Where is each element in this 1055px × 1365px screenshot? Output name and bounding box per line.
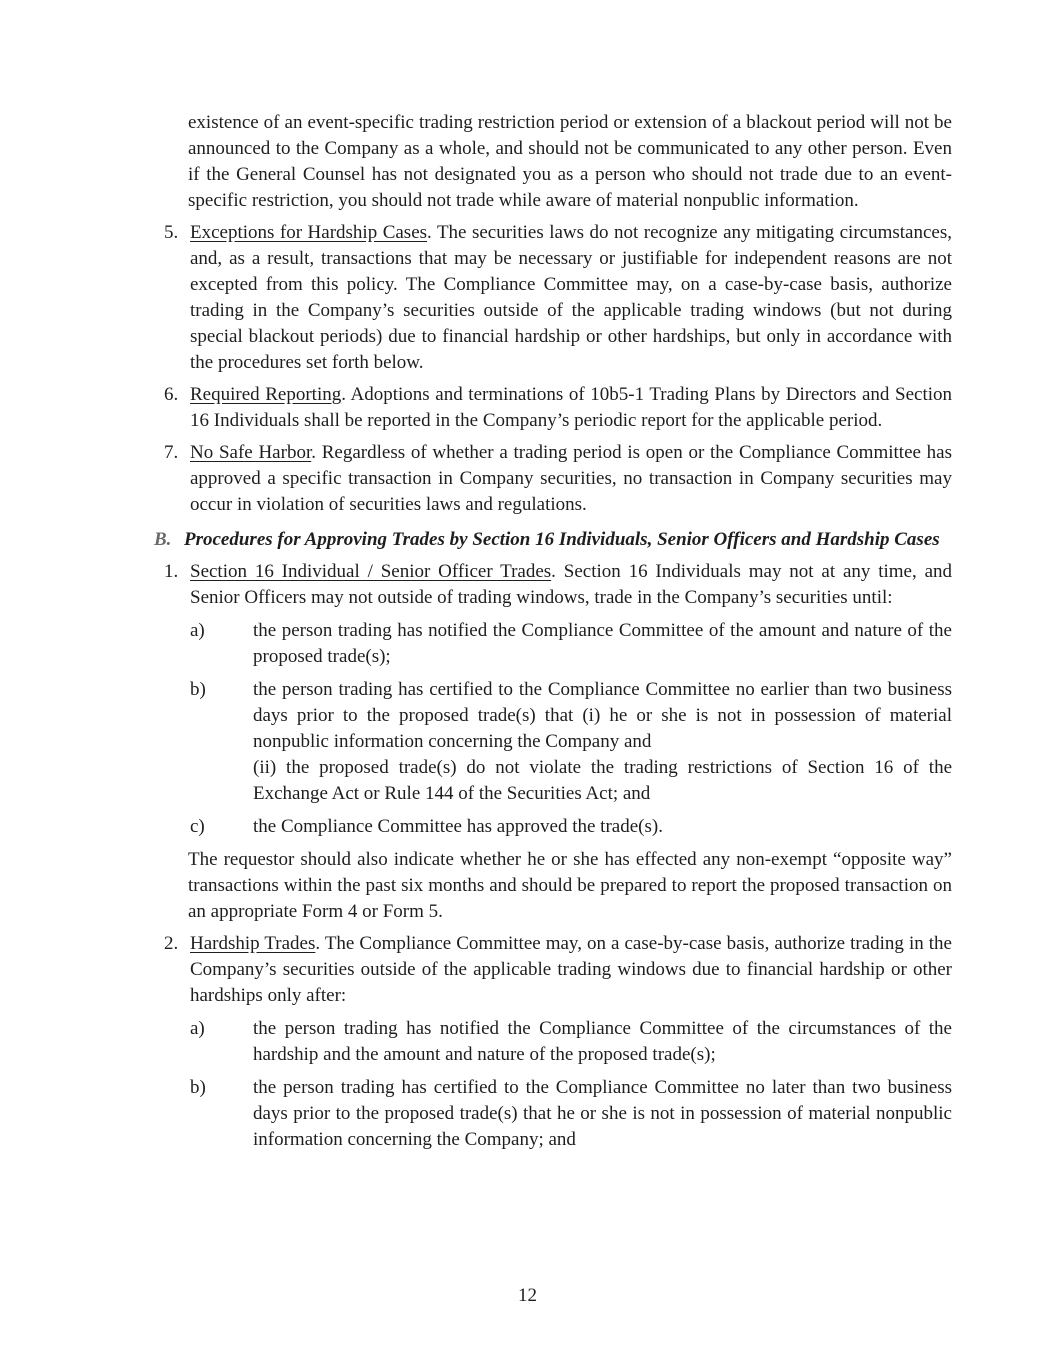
item-body (190, 220, 952, 376)
item-text: Section 16 Individuals may not at any time, and Senior Officers may not outside of trading windows, trade in the Company’s securities until: (190, 561, 953, 608)
item-number: 6. (164, 384, 179, 405)
sub-item-a (190, 1016, 952, 1068)
item-paragraph (190, 220, 952, 376)
sub-item-b (190, 1075, 952, 1153)
sub-item-text: the Compliance Committee has approved the trade(s). (253, 816, 663, 837)
section-title: Procedures for Approving Trades by Section 16 Individuals, Senior Officers and Hardship Cases (184, 529, 940, 550)
sub-item-a (190, 618, 952, 670)
sub-item-b (190, 677, 952, 807)
document-content (154, 110, 953, 1153)
sub-item-c (190, 814, 952, 840)
item-paragraph (190, 382, 952, 434)
item-heading: Hardship Trades (190, 933, 316, 954)
sub-item-letter: b) (190, 679, 206, 700)
item-paragraph (190, 931, 952, 1009)
section-letter: B. (154, 529, 172, 550)
sub-item-letter: b) (190, 1077, 206, 1098)
item-body (190, 559, 952, 840)
item-body (190, 440, 952, 518)
item-number: 5. (164, 222, 179, 243)
item-heading: No Safe Harbor (190, 442, 312, 463)
item-number: 7. (164, 442, 179, 463)
list-item-6 (164, 382, 952, 434)
page-number: 12 (518, 1285, 537, 1306)
item-body (190, 931, 952, 1153)
heading-separator: . (551, 561, 564, 582)
item-number: 2. (164, 933, 179, 954)
heading-separator: . (311, 442, 322, 463)
list-item-b1 (164, 559, 952, 840)
sub-item-text: the person trading has notified the Compliance Committee of the amount and nature of the proposed trade(s); (253, 620, 952, 667)
sub-item-letter: a) (190, 620, 205, 641)
item-heading: Required Reporting (190, 384, 342, 405)
list-item-b2 (164, 931, 952, 1153)
item-heading: Exceptions for Hardship Cases (190, 222, 428, 243)
item-text: The securities laws do not recognize any mitigating circumstances, and, as a result, transactions that may be necessary or justifiable for independent reasons are not excepted from this policy. The Compliance Committee may, on a case-by-case basis, authorize trading in the Company’s securities outside of the applicable trading windows (but not during special blackout periods) due to financial hardship or other hardships, but only in accordance with the procedures set forth below. (190, 222, 952, 373)
heading-separator: . (315, 933, 325, 954)
item-number: 1. (164, 561, 179, 582)
list-item-7 (164, 440, 952, 518)
item-heading: Section 16 Individual / Senior Officer Trades (190, 561, 552, 582)
list-item-5 (164, 220, 952, 376)
item-paragraph (190, 440, 952, 518)
sub-item-text-line2: (ii) the proposed trade(s) do not violate the trading restrictions of Section 16 of the Exchange Act or Rule 144 of the Securities Act; and (253, 757, 952, 804)
item-text: Adoptions and terminations of 10b5-1 Trading Plans by Directors and Section 16 Individuals shall be reported in the Company’s periodic report for the applicable period. (190, 384, 953, 431)
sub-item-text-line1: the person trading has certified to the Compliance Committee no earlier than two business days prior to the proposed trade(s) that (i) he or she is not in possession of material nonpublic information concerning the Company and (253, 679, 952, 752)
sub-item-text (253, 677, 952, 807)
requestor-note-paragraph: The requestor should also indicate whether he or she has effected any non-exempt “opposite way” transactions within the past six months and should be prepared to report the proposed transaction on an appropriate Form 4 or Form 5. (188, 849, 952, 922)
sub-item-letter: a) (190, 1018, 205, 1039)
item-text: The Compliance Committee may, on a case-by-case basis, authorize trading in the Company’s securities outside of the applicable trading windows due to financial hardship or other hardships only after: (190, 933, 952, 1006)
sub-item-letter: c) (190, 816, 205, 837)
intro-paragraph: existence of an event-specific trading restriction period or extension of a blackout period will not be announced to the Company as a whole, and should not be communicated to any other person. Even if the General Counsel has not designated you as a person who should not trade due to an event-specific restriction, you should not trade while aware of material nonpublic information. (188, 112, 952, 211)
item-text: Regardless of whether a trading period is open or the Compliance Committee has approved a specific transaction in Company securities, no transaction in Company securities may occur in violation of securities laws and regulations. (190, 442, 953, 515)
heading-separator: . (341, 384, 351, 405)
section-b-heading (154, 527, 952, 553)
item-paragraph (190, 559, 952, 611)
item-body (190, 382, 952, 434)
heading-separator: . (427, 222, 437, 243)
sub-item-text: the person trading has certified to the Compliance Committee no later than two business days prior to the proposed trade(s) that he or she is not in possession of material nonpublic information concerning the Company; and (253, 1077, 952, 1150)
sub-item-text: the person trading has notified the Compliance Committee of the circumstances of the hardship and the amount and nature of the proposed trade(s); (253, 1018, 952, 1065)
